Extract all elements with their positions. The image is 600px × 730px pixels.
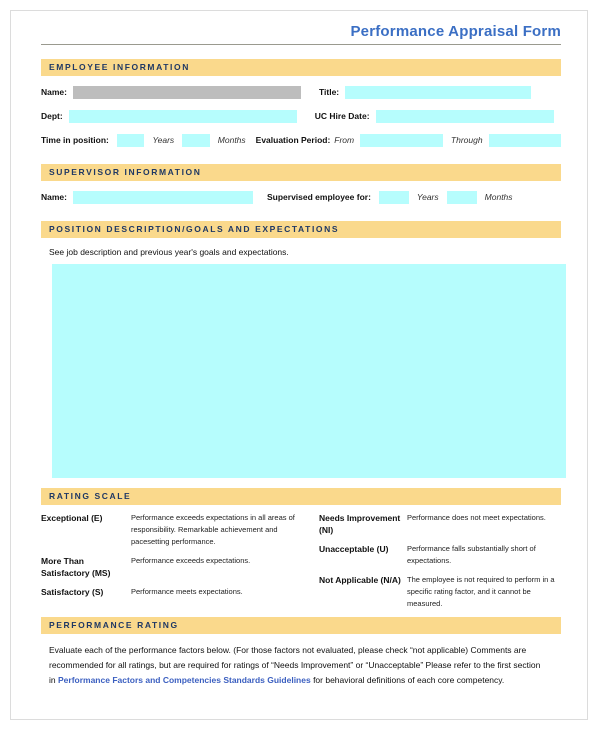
performance-rating-line-1: Evaluate each of the performance factors below. (For those factors not evaluated, please check “not applicable) Comments are: [49, 645, 527, 655]
time-in-position-row: [41, 132, 561, 148]
title-divider: [41, 44, 561, 45]
evaluation-period-from-label: From: [334, 135, 355, 145]
employee-name-input[interactable]: [73, 86, 301, 99]
evaluation-period-from-input[interactable]: [360, 134, 443, 147]
line3-suffix: for behavioral definitions of each core competency.: [310, 675, 505, 685]
uc-hire-date-label: UC Hire Date:: [314, 111, 370, 121]
supervised-months-label: Months: [484, 192, 513, 202]
supervised-years-input[interactable]: [379, 191, 409, 204]
document-header: [41, 23, 561, 44]
supervised-employee-for-label: Supervised employee for:: [266, 192, 371, 202]
rating-definition: Performance exceeds expectations.: [131, 556, 251, 565]
rating-definition: Performance meets expectations.: [131, 587, 243, 596]
rating-scale-item: [319, 543, 561, 567]
rating-scale-right-column: [301, 512, 561, 617]
employee-dept-label: Dept:: [41, 111, 63, 121]
performance-rating-line-2: recommended for all ratings, but are required for ratings of “Needs Improvement” or “Unacceptable” Please refer to the first section: [49, 660, 541, 670]
rating-scale-item: [319, 574, 561, 610]
line3-prefix: in: [49, 675, 58, 685]
section-header-employee-information: EMPLOYEE INFORMATION: [41, 59, 561, 76]
time-in-position-months-input[interactable]: [182, 134, 210, 147]
supervisor-name-label: Name:: [41, 192, 67, 202]
rating-term: More Than Satisfactory (MS): [41, 556, 111, 578]
rating-definition: The employee is not required to perform in a specific rating factor, and it cannot be measured.: [407, 575, 555, 608]
position-description-note: See job description and previous year's goals and expectations.: [49, 247, 289, 257]
section-header-performance-rating: PERFORMANCE RATING: [41, 617, 561, 634]
time-in-position-years-label: Years: [152, 135, 175, 145]
rating-term: Needs Improvement (NI): [319, 513, 401, 535]
performance-rating-instructions: [49, 643, 561, 688]
time-in-position-label: Time in position:: [41, 135, 109, 145]
evaluation-period-label: Evaluation Period:: [255, 135, 331, 145]
performance-rating-line-3: [49, 673, 561, 688]
rating-scale-item: [41, 555, 301, 579]
evaluation-period-through-label: Through: [450, 135, 483, 145]
page-title: Performance Appraisal Form: [350, 23, 561, 40]
time-in-position-years-input[interactable]: [117, 134, 145, 147]
rating-definition: Performance falls substantially short of expectations.: [407, 544, 536, 565]
position-description-textarea[interactable]: [52, 264, 566, 478]
employee-title-input[interactable]: [345, 86, 531, 99]
time-in-position-months-label: Months: [217, 135, 246, 145]
rating-scale-left-column: [41, 512, 301, 617]
uc-hire-date-input[interactable]: [376, 110, 554, 123]
rating-definition: Performance does not meet expectations.: [407, 513, 546, 522]
form-page: [10, 10, 588, 720]
section-header-supervisor-information: SUPERVISOR INFORMATION: [41, 164, 561, 181]
supervisor-name-row: [41, 189, 561, 205]
evaluation-period-through-input[interactable]: [489, 134, 561, 147]
rating-term: Not Applicable (N/A): [319, 575, 401, 585]
supervised-years-label: Years: [416, 192, 439, 202]
rating-term: Exceptional (E): [41, 513, 103, 523]
supervised-months-input[interactable]: [447, 191, 477, 204]
standards-guidelines-link[interactable]: Performance Factors and Competencies Standards Guidelines: [57, 675, 311, 685]
rating-scale-content: [41, 512, 561, 617]
supervisor-name-input[interactable]: [73, 191, 253, 204]
employee-name-label: Name:: [41, 87, 67, 97]
employee-dept-input[interactable]: [69, 110, 297, 123]
rating-scale-item: [319, 512, 561, 536]
section-header-rating-scale: RATING SCALE: [41, 488, 561, 505]
section-header-position-description: POSITION DESCRIPTION/GOALS AND EXPECTATIONS: [41, 221, 561, 238]
rating-scale-item: [41, 512, 301, 548]
employee-dept-row: [41, 108, 561, 124]
rating-term: Satisfactory (S): [41, 587, 104, 597]
rating-term: Unacceptable (U): [319, 544, 389, 554]
rating-definition: Performance exceeds expectations in all areas of responsibility. Remarkable achievement and pacesetting performance.: [131, 513, 295, 546]
rating-scale-item: [41, 586, 301, 598]
employee-name-row: [41, 84, 561, 100]
employee-title-label: Title:: [318, 87, 340, 97]
